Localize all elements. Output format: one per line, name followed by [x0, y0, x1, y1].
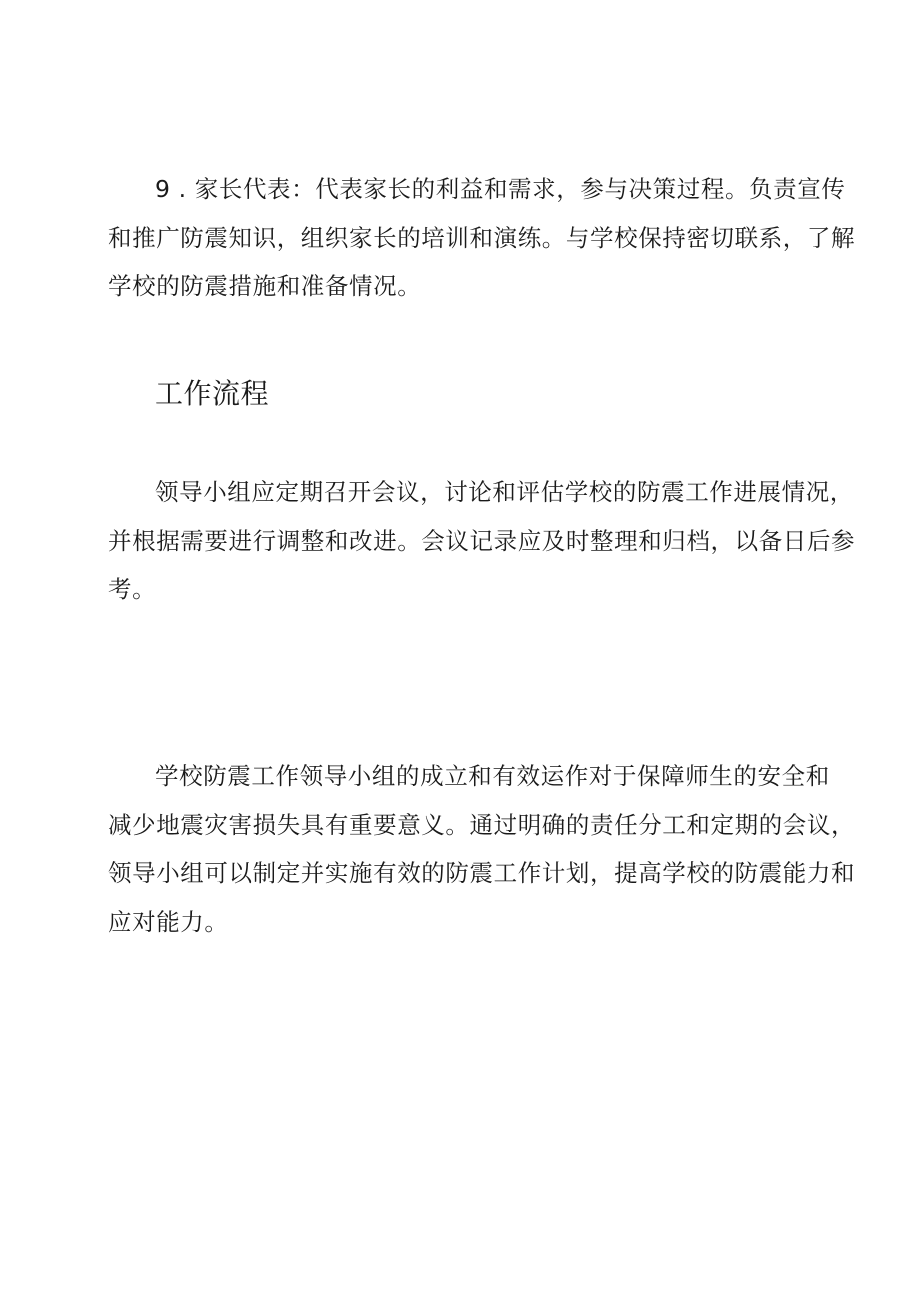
- workflow-paragraph: [108, 468, 856, 614]
- paragraph-line: 领导小组可以制定并实施有效的防震工作计划，提高学校的防震能力和: [108, 859, 856, 887]
- paragraph-line: 应对能力。: [108, 907, 229, 936]
- paragraph-line: 减少地震灾害损失具有重要意义。通过明确的责任分工和定期的会议，: [108, 810, 856, 839]
- paragraph-line: 考。: [108, 575, 157, 603]
- paragraph-line: 并根据需要进行调整和改进。会议记录应及时整理和归档，以备日后参: [108, 526, 856, 555]
- paragraph-line: 9 . 家长代表：代表家长的利益和需求，参与决策过程。负责宣传: [155, 175, 846, 203]
- paragraph-line: 学校的防震措施和准备情况。: [108, 272, 422, 300]
- conclusion-paragraph: [108, 752, 856, 946]
- item-9-paragraph: [108, 165, 856, 311]
- section-heading: 工作流程: [155, 377, 270, 410]
- paragraph-line: 学校防震工作领导小组的成立和有效运作对于保障师生的安全和: [155, 762, 830, 790]
- paragraph-line: 领导小组应定期召开会议，讨论和评估学校的防震工作进展情况，: [155, 478, 854, 506]
- paragraph-line: 和推广防震知识，组织家长的培训和演练。与学校保持密切联系，了解: [108, 223, 856, 252]
